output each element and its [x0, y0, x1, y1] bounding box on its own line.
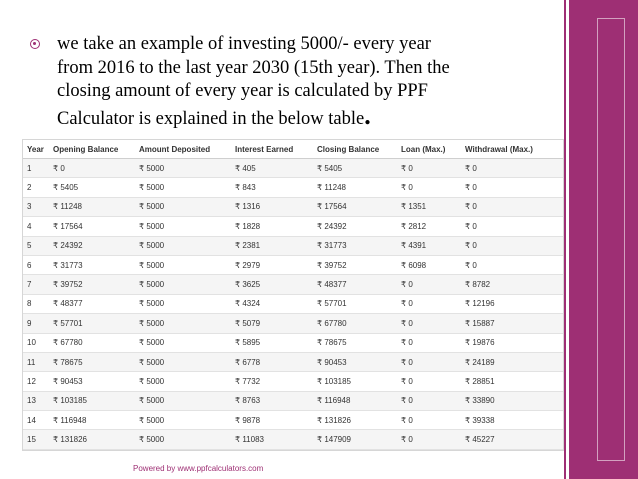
table-cell: ₹ 103185 [49, 391, 135, 410]
table-cell: ₹ 1316 [231, 197, 313, 216]
table-cell: ₹ 31773 [313, 236, 397, 255]
table-cell: ₹ 31773 [49, 255, 135, 274]
table-row [23, 372, 563, 391]
table-row [23, 159, 563, 178]
table-cell: ₹ 0 [397, 159, 461, 178]
table-cell: ₹ 1828 [231, 217, 313, 236]
table-row [23, 430, 563, 449]
table-cell: ₹ 3625 [231, 275, 313, 294]
table-cell: ₹ 0 [397, 178, 461, 197]
table-cell: ₹ 5000 [135, 314, 231, 333]
table-cell: ₹ 5000 [135, 236, 231, 255]
table-cell: 5 [23, 236, 49, 255]
table-cell: ₹ 0 [397, 411, 461, 430]
table-cell: ₹ 5000 [135, 352, 231, 371]
column-header: Loan (Max.) [397, 140, 461, 159]
table-cell: ₹ 17564 [49, 217, 135, 236]
table-cell: ₹ 405 [231, 159, 313, 178]
table-row [23, 197, 563, 216]
table-cell: 1 [23, 159, 49, 178]
table-cell: ₹ 78675 [49, 352, 135, 371]
table-cell: 14 [23, 411, 49, 430]
table-cell: ₹ 39752 [49, 275, 135, 294]
table-cell: ₹ 0 [397, 391, 461, 410]
table-cell: ₹ 48377 [313, 275, 397, 294]
table-row [23, 178, 563, 197]
table-cell: ₹ 2979 [231, 255, 313, 274]
table-cell: ₹ 45227 [461, 430, 563, 449]
table-cell: ₹ 78675 [313, 333, 397, 352]
column-header: Withdrawal (Max.) [461, 140, 563, 159]
table-cell: ₹ 0 [461, 159, 563, 178]
table-cell: ₹ 8782 [461, 275, 563, 294]
table-cell: ₹ 5079 [231, 314, 313, 333]
table-cell: ₹ 12196 [461, 294, 563, 313]
table-cell: ₹ 0 [397, 333, 461, 352]
table-cell: ₹ 0 [397, 372, 461, 391]
bullet-line-4-period: . [364, 100, 371, 130]
table-cell: ₹ 0 [397, 275, 461, 294]
column-header: Amount Deposited [135, 140, 231, 159]
table-cell: ₹ 5000 [135, 217, 231, 236]
table-cell: ₹ 24189 [461, 352, 563, 371]
table-cell: ₹ 5000 [135, 372, 231, 391]
table-row [23, 411, 563, 430]
table-cell: ₹ 24392 [49, 236, 135, 255]
table-row [23, 352, 563, 371]
table-cell: ₹ 5000 [135, 197, 231, 216]
table-cell: 6 [23, 255, 49, 274]
table-cell: ₹ 5000 [135, 159, 231, 178]
table-cell: ₹ 131826 [49, 430, 135, 449]
table-cell: ₹ 48377 [49, 294, 135, 313]
table-cell: 4 [23, 217, 49, 236]
table-cell: ₹ 1351 [397, 197, 461, 216]
table-cell: ₹ 9878 [231, 411, 313, 430]
table-cell: ₹ 28851 [461, 372, 563, 391]
table-cell: ₹ 0 [49, 159, 135, 178]
table-cell: 7 [23, 275, 49, 294]
table-row [23, 236, 563, 255]
table-cell: ₹ 0 [461, 197, 563, 216]
target-bullet-icon [30, 39, 40, 49]
table-cell: ₹ 24392 [313, 217, 397, 236]
table-cell: 12 [23, 372, 49, 391]
side-divider-line [564, 0, 566, 479]
table-cell: ₹ 5000 [135, 430, 231, 449]
table-cell: 9 [23, 314, 49, 333]
table-cell: 2 [23, 178, 49, 197]
table-cell: ₹ 131826 [313, 411, 397, 430]
table-row [23, 391, 563, 410]
table-cell: ₹ 57701 [313, 294, 397, 313]
table-cell: ₹ 5405 [313, 159, 397, 178]
table-cell: ₹ 0 [461, 236, 563, 255]
table-cell: ₹ 67780 [313, 314, 397, 333]
side-band-frame [597, 18, 625, 461]
table-row [23, 275, 563, 294]
table-cell: ₹ 5895 [231, 333, 313, 352]
bullet-line-2: from 2016 to the last year 2030 (15th year). Then the [57, 57, 450, 78]
column-header: Year [23, 140, 49, 159]
column-header: Closing Balance [313, 140, 397, 159]
table-cell: 3 [23, 197, 49, 216]
table-cell: ₹ 103185 [313, 372, 397, 391]
table-cell: ₹ 57701 [49, 314, 135, 333]
table-cell: ₹ 5000 [135, 178, 231, 197]
column-header: Opening Balance [49, 140, 135, 159]
table-cell: ₹ 5405 [49, 178, 135, 197]
table-cell: ₹ 11248 [49, 197, 135, 216]
powered-by-footer: Powered by www.ppfcalculators.com [133, 464, 264, 473]
table-cell: ₹ 6778 [231, 352, 313, 371]
table-cell: ₹ 17564 [313, 197, 397, 216]
bullet-text [57, 33, 527, 131]
table-header-row [23, 140, 563, 159]
table-cell: ₹ 19876 [461, 333, 563, 352]
table-cell: ₹ 33890 [461, 391, 563, 410]
table-cell: ₹ 843 [231, 178, 313, 197]
table-cell: ₹ 5000 [135, 255, 231, 274]
table-cell: ₹ 6098 [397, 255, 461, 274]
table-cell: ₹ 39338 [461, 411, 563, 430]
table-cell: ₹ 5000 [135, 391, 231, 410]
table-cell: ₹ 147909 [313, 430, 397, 449]
table-cell: ₹ 4391 [397, 236, 461, 255]
table-cell: ₹ 15887 [461, 314, 563, 333]
table-cell: ₹ 39752 [313, 255, 397, 274]
table-row [23, 217, 563, 236]
ppf-table-image [22, 139, 564, 451]
table-cell: ₹ 2812 [397, 217, 461, 236]
table-cell: ₹ 2381 [231, 236, 313, 255]
table-cell: ₹ 0 [461, 255, 563, 274]
bullet-line-1: we take an example of investing 5000/- every year [57, 34, 431, 54]
table-cell: ₹ 4324 [231, 294, 313, 313]
table-cell: ₹ 0 [461, 178, 563, 197]
bullet-line-4: Calculator is explained in the below table [57, 108, 365, 129]
bullet-line-3: closing amount of every year is calculated by PPF [57, 81, 428, 101]
table-cell: 8 [23, 294, 49, 313]
ppf-table [23, 140, 563, 450]
table-cell: ₹ 0 [397, 430, 461, 449]
table-cell: 15 [23, 430, 49, 449]
table-cell: ₹ 90453 [49, 372, 135, 391]
table-cell: ₹ 11248 [313, 178, 397, 197]
column-header: Interest Earned [231, 140, 313, 159]
table-cell: 10 [23, 333, 49, 352]
table-row [23, 314, 563, 333]
table-cell: ₹ 5000 [135, 333, 231, 352]
table-cell: ₹ 0 [397, 294, 461, 313]
table-cell: ₹ 90453 [313, 352, 397, 371]
table-row [23, 333, 563, 352]
table-cell: ₹ 5000 [135, 294, 231, 313]
table-cell: ₹ 7732 [231, 372, 313, 391]
table-cell: 13 [23, 391, 49, 410]
table-cell: 11 [23, 352, 49, 371]
table-cell: ₹ 0 [461, 217, 563, 236]
table-cell: ₹ 11083 [231, 430, 313, 449]
table-row [23, 294, 563, 313]
table-cell: ₹ 0 [397, 352, 461, 371]
table-cell: ₹ 8763 [231, 391, 313, 410]
table-cell: ₹ 116948 [49, 411, 135, 430]
table-cell: ₹ 5000 [135, 275, 231, 294]
table-cell: ₹ 0 [397, 314, 461, 333]
table-cell: ₹ 116948 [313, 391, 397, 410]
table-row [23, 255, 563, 274]
table-cell: ₹ 67780 [49, 333, 135, 352]
table-cell: ₹ 5000 [135, 411, 231, 430]
